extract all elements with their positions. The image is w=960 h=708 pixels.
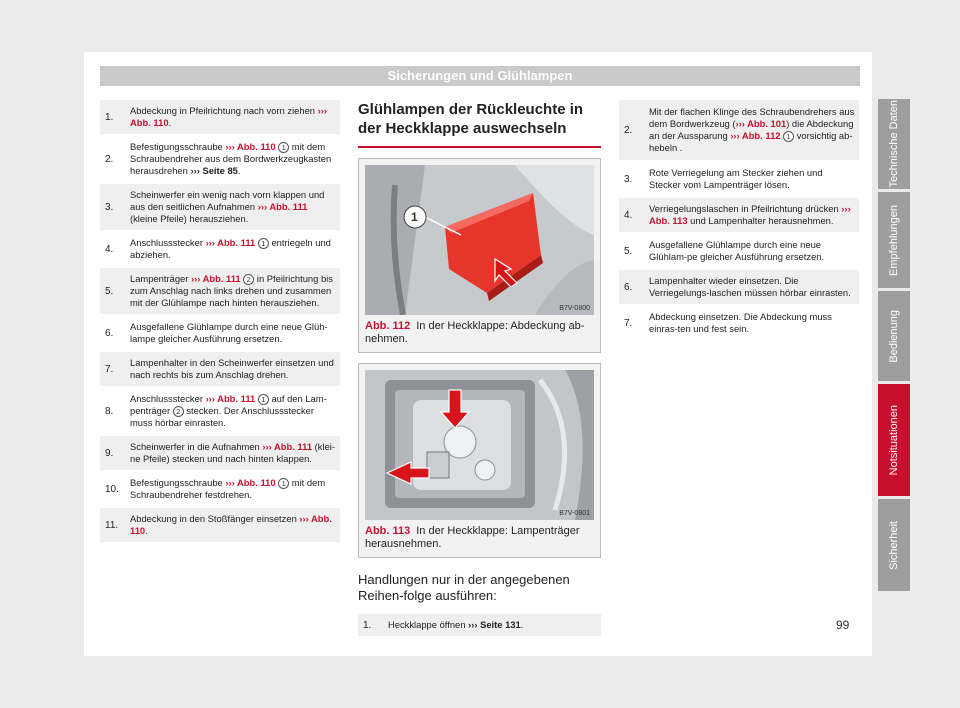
chapter-tab-label: Bedienung: [888, 309, 900, 363]
figure-reference-link[interactable]: ››› Abb. 111: [205, 393, 256, 405]
figure-112-label: Abb. 112: [365, 320, 411, 332]
step-text: [649, 270, 859, 304]
callout-number-badge: 1: [278, 142, 289, 153]
step-text: [649, 198, 859, 232]
tailgate-cover-illustration: [365, 165, 594, 315]
step-text-fragment: Ausgefallene Glühlampe durch eine neue Glühlam-pe gleicher Ausführung ersetzen.: [649, 239, 825, 262]
figure-112-caption-text: In der Heckklappe: Abdeckung ab-nehmen.: [365, 320, 585, 345]
step-row: [100, 472, 340, 508]
instruction-intro: Handlungen nur in der angegebenen Reihen-folge ausführen:: [358, 572, 570, 603]
step-row: [100, 388, 340, 436]
figure-reference-link[interactable]: ››› Abb. 112: [730, 129, 781, 141]
step-text: [649, 306, 859, 340]
tailgate-step-list-continued: [619, 100, 859, 342]
step-number: 5.: [105, 285, 114, 297]
step-text: [130, 232, 340, 266]
step-text-fragment: stecken. Der Anschlussstecker muss hörbar einrasten.: [130, 405, 315, 429]
chapter-tab-bedienung[interactable]: [878, 291, 910, 381]
page-header: Sicherungen und Glühlampen: [100, 66, 860, 86]
step-text-fragment: Mit der flachen Klinge des Schraubendrehers aus dem Bordwerkzeug (: [649, 105, 855, 129]
step-text-fragment: (kleine Pfeile) herausziehen.: [130, 213, 249, 225]
step-text-fragment: mit dem Schraubendreher aus dem Bordwerkzeugkasten herausdrehen: [130, 141, 332, 177]
chapter-tabs: [878, 99, 910, 594]
callout-number-badge: 2: [173, 406, 184, 417]
figure-113-label: Abb. 113: [365, 525, 411, 537]
page-reference: ››› Seite 131: [468, 619, 521, 630]
step-number: 2.: [105, 153, 114, 165]
figure-reference-link[interactable]: ››› Abb. 111: [257, 201, 308, 213]
step-number: 5.: [624, 245, 633, 257]
step-row: [100, 316, 340, 352]
step-number: 6.: [105, 327, 114, 339]
step-row: [100, 184, 340, 232]
step-text-fragment: Lampenträger: [130, 273, 191, 285]
figure-reference-link[interactable]: ››› Abb. 113: [649, 203, 851, 226]
step-text-fragment: Befestigungsschraube: [130, 477, 226, 489]
figure-112: [358, 158, 601, 353]
step-text-fragment: .: [520, 619, 524, 630]
step-text: [130, 316, 340, 350]
step-row: [100, 508, 340, 544]
step-number: 6.: [624, 281, 633, 293]
step-number: 1.: [363, 619, 372, 631]
step-row: [619, 234, 859, 270]
step-text-fragment: .: [237, 165, 241, 177]
figure-reference-link[interactable]: ››› Abb. 111: [205, 237, 256, 249]
step-text-fragment: Anschlussstecker: [130, 393, 206, 405]
tailgate-step-list-start: [358, 614, 601, 638]
page-reference: ››› Seite 85: [190, 165, 238, 177]
step-text-fragment: vorsichtig ab-hebeln .: [649, 129, 853, 153]
step-text-fragment: Abdeckung einsetzen. Die Abdeckung muss einras-ten und fest sein.: [649, 311, 832, 334]
step-text: [130, 472, 340, 506]
step-text-fragment: auf den Lam-penträger: [130, 393, 327, 417]
step-row: [358, 614, 601, 638]
step-row: [619, 306, 859, 342]
figure-reference-link[interactable]: ››› Abb. 110: [130, 513, 332, 537]
step-number: 4.: [624, 209, 633, 221]
step-text: [130, 136, 340, 182]
step-row: [100, 436, 340, 472]
step-row: [619, 162, 859, 198]
chapter-tab-label: Empfehlungen: [888, 204, 900, 276]
middle-column: [358, 100, 601, 638]
step-number: 7.: [105, 363, 114, 375]
step-text-fragment: Abdeckung in den Stoßfänger einsetzen: [130, 513, 300, 525]
lamp-holder-illustration: [365, 370, 594, 520]
figure-113: [358, 363, 601, 558]
figure-reference-link[interactable]: ››› Abb. 110: [225, 477, 276, 489]
step-text-fragment: Lampenhalter in den Scheinwerfer einsetzen und nach rechts bis zum Anschlag drehen.: [130, 357, 334, 381]
step-number: 1.: [105, 111, 114, 123]
callout-number-badge: 1: [783, 131, 794, 142]
figure-reference-link[interactable]: ››› Abb. 110: [225, 141, 276, 152]
step-text-fragment: Lampenhalter wieder einsetzen. Die Verriegelungs-laschen müssen hörbar einrasten.: [649, 275, 851, 298]
step-text: [649, 101, 859, 159]
step-row: [100, 136, 340, 184]
step-text-fragment: Verriegelungslaschen in Pfeilrichtung drücken: [649, 203, 842, 214]
chapter-tab-empfehlungen[interactable]: [878, 192, 910, 288]
step-text-fragment: in Pfeilrichtung bis zum Anschlag nach links drehen und zusammen mit der Glühlampe nach hinten herausziehen.: [130, 273, 333, 309]
headlamp-step-list: [100, 100, 340, 544]
step-text-fragment: Heckklappe öffnen: [388, 619, 469, 630]
chapter-tab-label: Technische Daten: [888, 100, 900, 188]
step-text-fragment: mit dem Schraubendreher festdrehen.: [130, 477, 326, 501]
step-row: [619, 100, 859, 162]
callout-number-badge: 1: [278, 478, 289, 489]
step-text-fragment: Anschlussstecker: [130, 237, 206, 249]
figure-reference-link[interactable]: ››› Abb. 111: [190, 273, 241, 285]
step-text-fragment: .: [145, 525, 148, 537]
step-text-fragment: entriegeln und abziehen.: [130, 237, 331, 261]
callout-number-badge: 2: [243, 274, 254, 285]
step-text-fragment: .: [168, 117, 172, 128]
step-number: 3.: [624, 173, 633, 185]
right-column: [619, 100, 859, 342]
step-text: [130, 436, 340, 470]
step-row: [100, 268, 340, 316]
figure-reference-link[interactable]: ››› Abb. 101: [735, 117, 787, 129]
figure-112-image: [365, 165, 594, 315]
step-number: 4.: [105, 243, 114, 255]
callout-number-badge: 1: [258, 238, 269, 249]
step-text: [130, 352, 340, 386]
step-row: [619, 198, 859, 234]
step-text: [130, 100, 340, 134]
step-number: 2.: [624, 124, 633, 136]
figure-reference-link[interactable]: ››› Abb. 111: [262, 441, 313, 453]
step-text: [130, 508, 340, 542]
step-text-fragment: und Lampenhalter herausnehmen.: [687, 215, 834, 226]
figure-113-caption: [365, 525, 594, 551]
step-number: 10.: [105, 483, 119, 495]
step-text: [388, 614, 601, 636]
figure-reference-link[interactable]: ››› Abb. 110: [130, 105, 327, 128]
step-text-fragment: Scheinwerfer ein wenig nach vorn klappen und aus den seitlichen Aufnahmen: [130, 189, 325, 213]
chapter-tab-sicherheit[interactable]: [878, 499, 910, 591]
step-row: [100, 232, 340, 268]
step-row: [100, 100, 340, 136]
step-text-fragment: Rote Verriegelung am Stecker ziehen und Stecker vom Lampenträger lösen.: [649, 167, 823, 190]
figure-113-code: B7V-0801: [559, 510, 590, 517]
left-column: [100, 100, 340, 544]
chapter-tab-notsituationen[interactable]: [878, 384, 910, 496]
step-number: 7.: [624, 317, 633, 329]
step-text-fragment: ) die Abdeckung an der Aussparung: [649, 117, 854, 141]
figure-112-code: B7V-0800: [559, 305, 590, 312]
callout-number-badge: 1: [258, 394, 269, 405]
figure-112-marker: 1: [411, 210, 418, 224]
step-text-fragment: Scheinwerfer in die Aufnahmen: [130, 441, 263, 453]
section-title: Glühlampen der Rückleuchte in der Heckklappe auswechseln: [358, 100, 601, 148]
step-number: 11.: [105, 519, 119, 531]
step-text: [649, 162, 859, 196]
step-text: [130, 184, 340, 230]
step-text: [130, 268, 340, 314]
step-number: 3.: [105, 201, 114, 213]
chapter-tab-technische-daten[interactable]: [878, 99, 910, 189]
step-text-fragment: Befestigungsschraube: [130, 141, 226, 152]
figure-113-caption-text: In der Heckklappe: Lampenträger herausnehmen.: [365, 525, 580, 550]
step-row: [619, 270, 859, 306]
figure-113-image: [365, 370, 594, 520]
step-text-fragment: Abdeckung in Pfeilrichtung nach vorn ziehen: [130, 105, 318, 116]
step-number: 8.: [105, 405, 114, 417]
page-number: 99: [836, 618, 850, 632]
figure-112-caption: [365, 320, 594, 346]
step-text-fragment: (klei-ne Pfeile) stecken und nach hinten klappen.: [130, 441, 335, 465]
step-text-fragment: Ausgefallene Glühlampe durch eine neue Glüh-lampe gleicher Ausführung ersetzen.: [130, 321, 328, 345]
step-row: [100, 352, 340, 388]
step-text: [649, 234, 859, 268]
chapter-tab-label: Notsituationen: [888, 404, 900, 476]
chapter-tab-label: Sicherheit: [888, 520, 900, 570]
step-text: [130, 388, 340, 434]
step-number: 9.: [105, 447, 114, 459]
